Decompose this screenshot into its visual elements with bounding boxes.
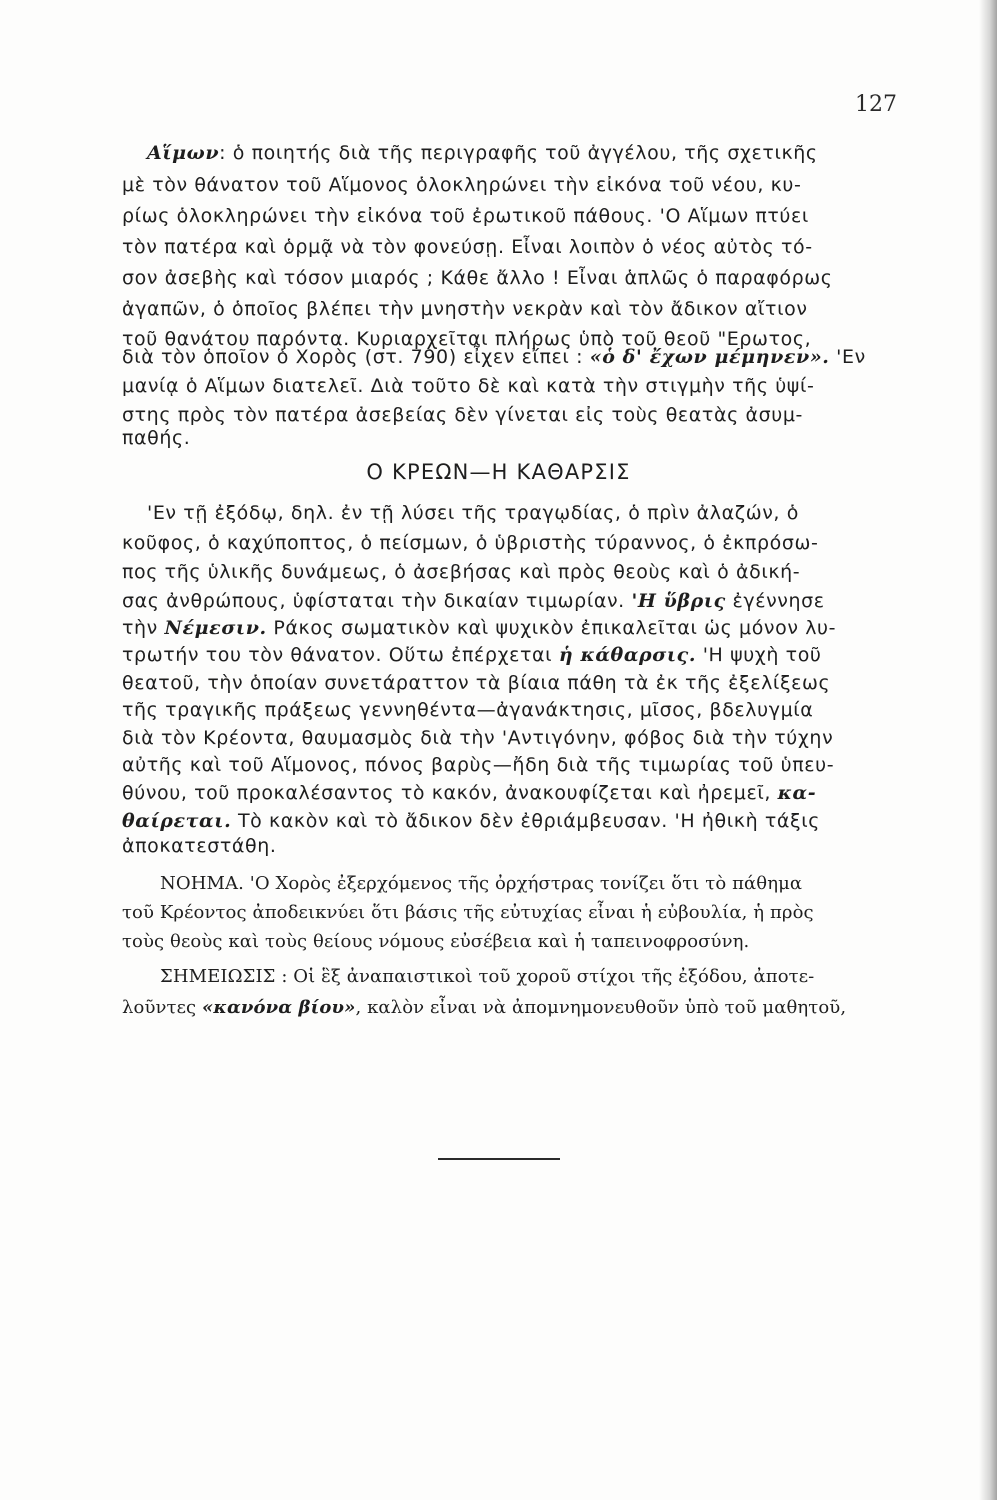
- text-line: ΝΟΗΜΑ. 'Ο Χορὸς ἐξερχόμενος τῆς ὀρχήστρας τονίζει ὅτι τὸ πάθημα: [160, 873, 803, 894]
- lead-name: Αἵμων: [147, 142, 220, 164]
- text-line: τρωτήν του τὸν θάνατον. Οὕτω ἐπέρχεται ἡ κάθαρσις. 'Η ψυχὴ τοῦ: [122, 644, 822, 666]
- text-line: παθής.: [122, 427, 191, 449]
- text-line: διὰ τὸν Κρέοντα, θαυμασμὸς διὰ τὴν 'Αντιγόνην, φόβος διὰ τὴν τύχην: [122, 727, 834, 749]
- emphasis: ἡ κάθαρσις.: [558, 644, 697, 666]
- text-line: λοῦντες «κανόνα βίου», καλὸν εἶναι νὰ ἀπομνημονευθοῦν ὑπὸ τοῦ μαθητοῦ,: [122, 997, 847, 1018]
- text-line: διὰ τὸν ὁποῖον ὁ Χορὸς (στ. 790) εἶχεν εἴπει : «ὁ δ' ἔχων μέμηνεν». 'Εν: [122, 346, 866, 368]
- page-number: 127: [855, 92, 897, 117]
- text-line: σον ἀσεβὴς καὶ τόσον μιαρός ; Κάθε ἄλλο ! Εἶναι ἁπλῶς ὁ παραφόρως: [122, 267, 833, 289]
- emphasis: Νέμεσιν.: [164, 617, 267, 639]
- text-line: ρίως ὁλοκληρώνει τὴν εἰκόνα τοῦ ἐρωτικοῦ πάθους. 'Ο Αἵμων πτύει: [122, 205, 809, 227]
- text-line: τοὺς θεοὺς καὶ τοὺς θείους νόμους εὐσέβεια καὶ ἡ ταπεινοφροσύνη.: [122, 931, 750, 952]
- text-line: τῆς τραγικῆς πράξεως γεννηθέντα—ἀγανάκτησις, μῖσος, βδελυγμία: [122, 699, 814, 721]
- text-line: θύνου, τοῦ προκαλέσαντος τὸ κακόν, ἀνακουφίζεται καὶ ἠρεμεῖ, κα-: [122, 782, 817, 804]
- text-line: τὸν πατέρα καὶ ὁρμᾷ νὰ τὸν φονεύσῃ. Εἶναι λοιπὸν ὁ νέος αὐτὸς τό-: [122, 236, 813, 258]
- text-line: πος τῆς ὑλικῆς δυνάμεως, ὁ ἀσεβήσας καὶ πρὸς θεοὺς καὶ ὁ ἀδική-: [122, 561, 801, 583]
- text-line: 'Εν τῇ ἐξόδῳ, δηλ. ἐν τῇ λύσει τῆς τραγῳδίας, ὁ πρὶν ἀλαζών, ὁ: [147, 502, 799, 524]
- text-line: μὲ τὸν θάνατον τοῦ Αἵμονος ὁλοκληρώνει τὴν εἰκόνα τοῦ νέου, κυ-: [122, 174, 802, 196]
- text-line: σας ἀνθρώπους, ὑφίσταται τὴν δικαίαν τιμωρίαν. 'Η ὕβρις ἐγέννησε: [122, 590, 825, 612]
- text-line: τοῦ Κρέοντος ἀποδεικνύει ὅτι βάσις τῆς εὐτυχίας εἶναι ἡ εὐβουλία, ἡ πρὸς: [122, 902, 814, 923]
- text-line: τοῦ θανάτου παρόντα. Κυριαρχεῖται πλήρως ὑπὸ τοῦ θεοῦ "Ερωτος,: [122, 328, 812, 350]
- text-line: ἀποκατεστάθη.: [122, 835, 277, 857]
- text-line: ΣΗΜΕΙΩΣΙΣ : Οἱ ἓξ ἀναπαιστικοὶ τοῦ χοροῦ στίχοι τῆς ἐξόδου, ἀποτε-: [160, 966, 815, 987]
- text-line: μανίᾳ ὁ Αἵμων διατελεῖ. Διὰ τοῦτο δὲ καὶ κατὰ τὴν στιγμὴν τῆς ὑψί-: [122, 375, 815, 397]
- emphasis: θαίρεται.: [122, 810, 232, 832]
- text-line: κοῦφος, ὁ καχύποπτος, ὁ πείσμων, ὁ ὑβριστὴς τύραννος, ὁ ἐκπρόσω-: [122, 532, 819, 554]
- section-divider: [438, 1158, 560, 1160]
- text-line: τὴν Νέμεσιν. Ράκος σωματικὸν καὶ ψυχικὸν ἐπικαλεῖται ὡς μόνον λυ-: [122, 617, 837, 639]
- section-heading: Ο ΚΡΕΩΝ—Η ΚΑΘΑΡΣΙΣ: [366, 460, 631, 484]
- emphasis: κα-: [777, 782, 817, 804]
- quote-emphasis: «ὁ δ' ἔχων μέμηνεν».: [589, 346, 830, 368]
- emphasis: «κανόνα βίου»: [202, 997, 356, 1018]
- text-line: αὐτῆς καὶ τοῦ Αἵμονος, πόνος βαρὺς—ἤδη διὰ τῆς τιμωρίας τοῦ ὑπευ-: [122, 754, 835, 776]
- text-line: Αἵμων: ὁ ποιητής διὰ τῆς περιγραφῆς τοῦ ἀγγέλου, τῆς σχετικῆς: [147, 142, 818, 164]
- text-line: στης πρὸς τὸν πατέρα ἀσεβείας δὲν γίνεται εἰς τοὺς θεατὰς ἀσυμ-: [122, 404, 803, 426]
- text-line: θαίρεται. Τὸ κακὸν καὶ τὸ ἄδικον δὲν ἐθριάμβευσαν. 'Η ἠθικὴ τάξις: [122, 810, 821, 832]
- text-line: ἀγαπῶν, ὁ ὁποῖος βλέπει τὴν μνηστὴν νεκρὰν καὶ τὸν ἄδικον αἴτιον: [122, 298, 808, 320]
- emphasis: 'Η ὕβρις: [631, 590, 726, 612]
- text-line: θεατοῦ, τὴν ὁποίαν συνετάραττον τὰ βίαια πάθη τὰ ἐκ τῆς ἐξελίξεως: [122, 672, 831, 694]
